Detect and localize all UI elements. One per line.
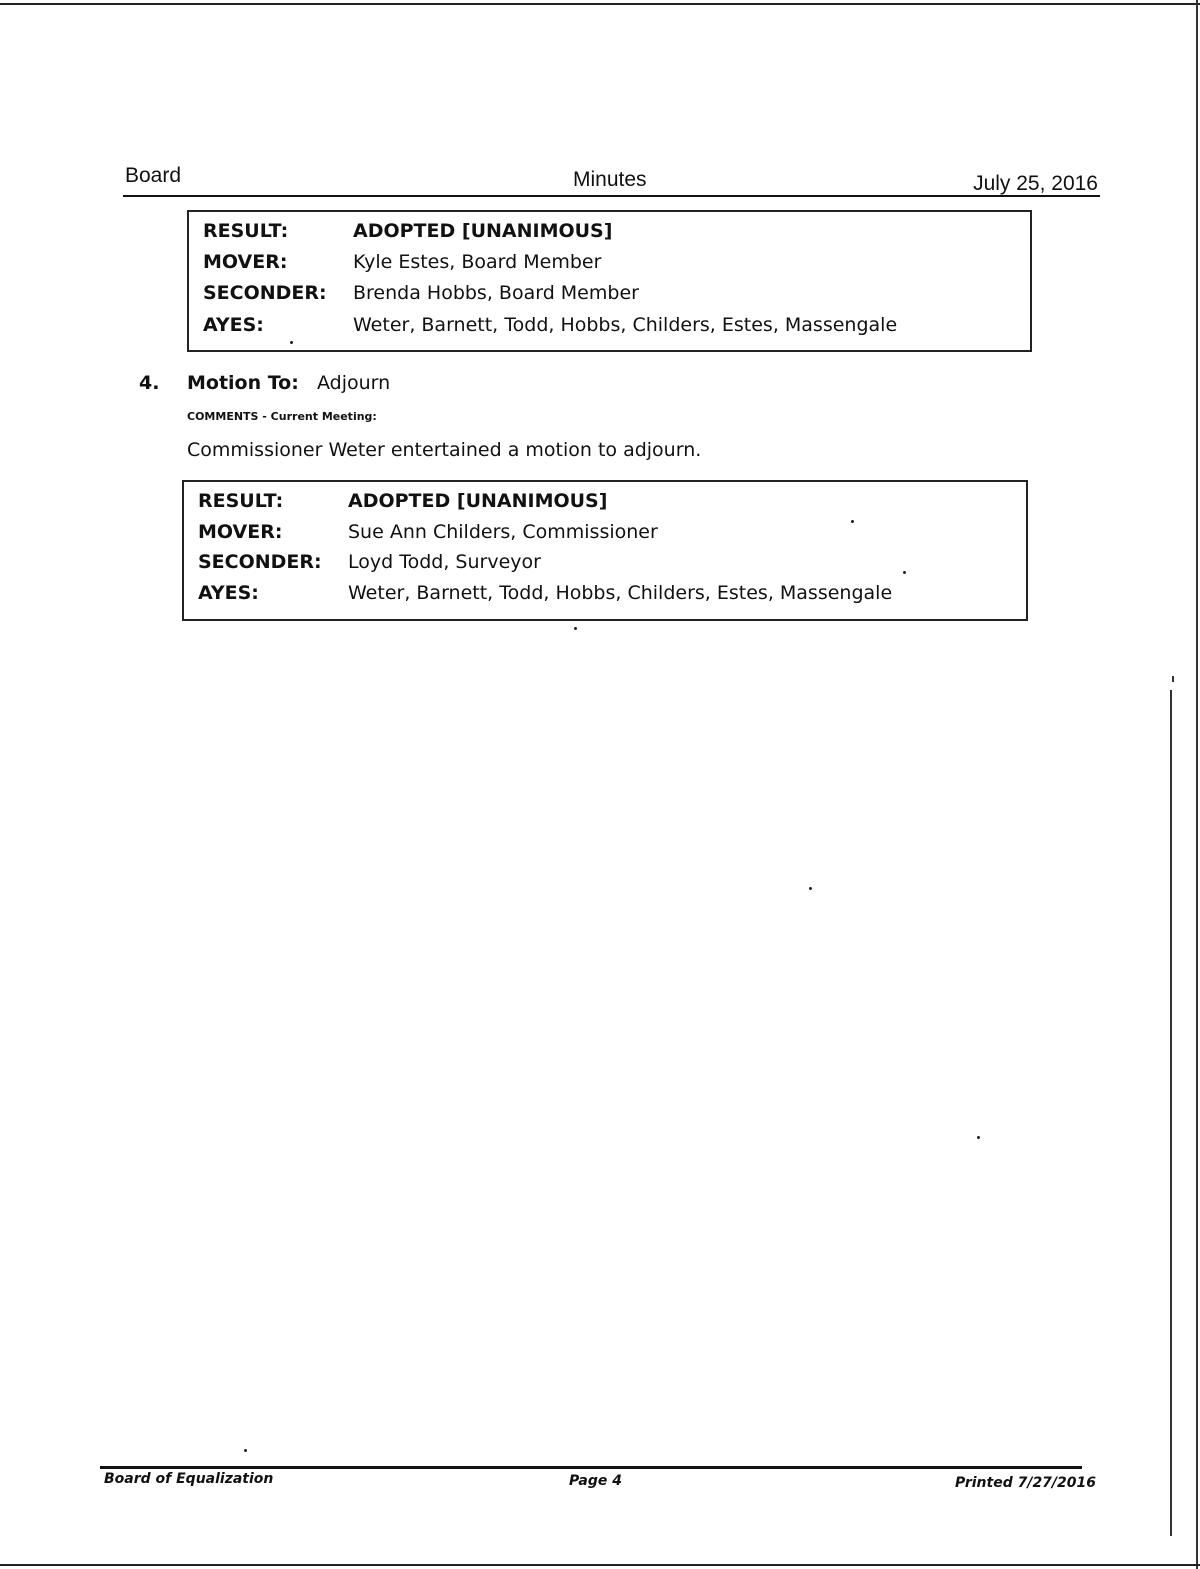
footer-organization: Board of Equalization xyxy=(104,1471,274,1487)
header-minutes: Minutes xyxy=(573,168,647,191)
seconder-value: Brenda Hobbs, Board Member xyxy=(353,282,639,304)
ayes-label: AYES: xyxy=(198,582,259,604)
page-header xyxy=(123,160,1100,200)
header-rule xyxy=(123,195,1100,197)
page-border-top xyxy=(0,3,1200,5)
mover-value: Kyle Estes, Board Member xyxy=(353,251,602,273)
scan-line xyxy=(1170,690,1172,1536)
comments-label: COMMENTS - Current Meeting: xyxy=(187,410,377,423)
result-value: ADOPTED [UNANIMOUS] xyxy=(353,220,613,242)
motion-value: Adjourn xyxy=(317,372,391,394)
footer-printed-date: Printed 7/27/2016 xyxy=(955,1475,1096,1491)
scan-speck xyxy=(244,1449,247,1452)
seconder-value: Loyd Todd, Surveyor xyxy=(348,551,541,573)
mover-label: MOVER: xyxy=(203,251,288,273)
ayes-label: AYES: xyxy=(203,314,264,336)
footer-rule xyxy=(100,1466,1082,1469)
scan-tick xyxy=(1172,676,1174,682)
vote-result-box-2 xyxy=(182,480,1028,621)
motion-label: Motion To: xyxy=(187,372,299,394)
vote-result-box-1 xyxy=(187,210,1032,352)
result-label: RESULT: xyxy=(203,220,289,242)
ayes-value: Weter, Barnett, Todd, Hobbs, Childers, Estes, Massengale xyxy=(348,582,893,604)
page-border-right xyxy=(1196,0,1198,1569)
seconder-label: SECONDER: xyxy=(198,551,322,573)
scan-speck xyxy=(851,520,854,523)
scan-speck xyxy=(290,341,293,344)
item-number: 4. xyxy=(139,372,160,394)
header-date: July 25, 2016 xyxy=(973,172,1098,195)
scan-speck xyxy=(977,1136,980,1139)
result-value: ADOPTED [UNANIMOUS] xyxy=(348,490,608,512)
mover-label: MOVER: xyxy=(198,521,283,543)
mover-value: Sue Ann Childers, Commissioner xyxy=(348,521,658,543)
scan-speck xyxy=(574,627,577,630)
scan-speck xyxy=(809,887,812,890)
ayes-value: Weter, Barnett, Todd, Hobbs, Childers, Estes, Massengale xyxy=(353,314,898,336)
comment-text: Commissioner Weter entertained a motion to adjourn. xyxy=(187,439,702,461)
scan-speck xyxy=(903,571,906,574)
seconder-label: SECONDER: xyxy=(203,282,327,304)
result-label: RESULT: xyxy=(198,490,284,512)
header-board: Board xyxy=(125,164,182,187)
footer-page-number: Page 4 xyxy=(569,1473,622,1489)
page-border-bottom xyxy=(0,1564,1200,1566)
